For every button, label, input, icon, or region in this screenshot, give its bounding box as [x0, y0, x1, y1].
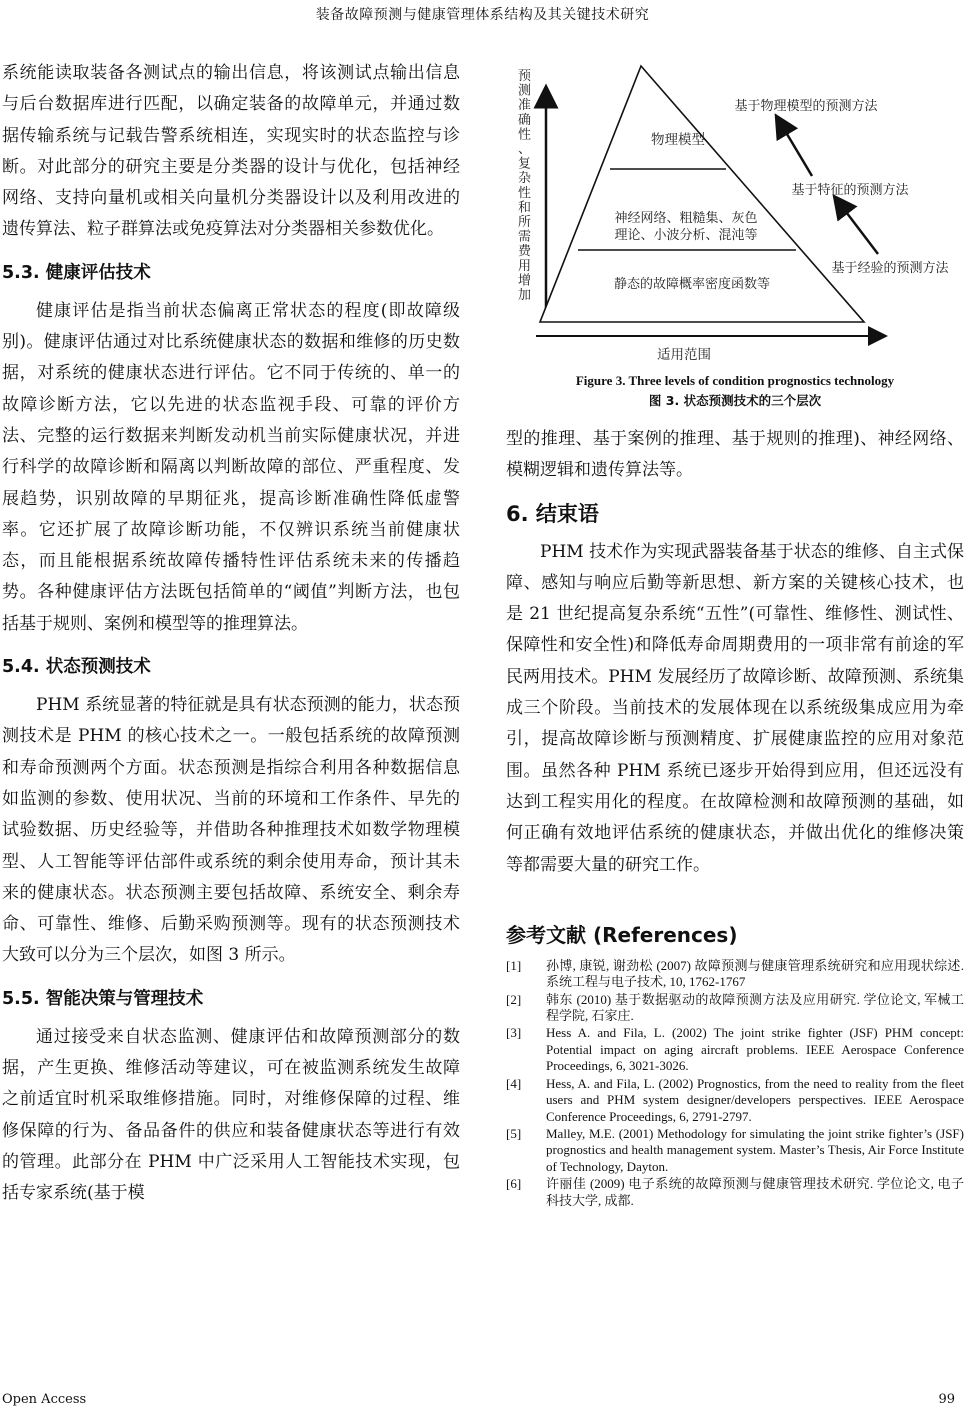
figure-3-pyramid [506, 58, 964, 370]
footer-open-access: Open Access [2, 1392, 87, 1407]
section-heading-6: 6. 结束语 [506, 501, 599, 526]
label-physics-method: 基于物理模型的预测方法 [734, 99, 878, 114]
tier-mid-label-2: 理论、小波分析、混沌等 [614, 228, 758, 243]
paragraph: 健康评估是指当前状态偏离正常状态的程度(即故障级别)。健康评估通过对比系统健康状态的数据和维修的历史数据，对系统的健康状态进行评估。它不同于传统的、单一的故障诊断方法，它以先进的状态监视手段、可靠的评价方法、完整的运行数据来判断发动机当前实际健康状况，并进行科学的故障诊断和隔离以判断故障的部位、严重程度、发展趋势，识别故障的早期征兆，提高诊断准确性降低虚警率。它还扩展了故障诊断功能，不仅辨识系统当前健康状态，而且能根据系统故障传播特性评估系统未来的传播趋势。各种健康评估方法既包括简单的“阈值”判断方法，也包括基于规则、案例和模型等的推理算法。 [2, 300, 460, 634]
right-column [506, 58, 964, 1210]
reference-text: 许丽佳 (2009) 电子系统的故障预测与健康管理技术研究. 学位论文, 电子科技大学, 成都. [546, 1176, 964, 1208]
pyramid-diagram [506, 58, 964, 370]
reference-item [506, 1076, 964, 1125]
label-feature-method: 基于特征的预测方法 [791, 183, 909, 198]
axis-label-char: 用 [518, 258, 532, 274]
reference-number: [4] [506, 1075, 522, 1091]
paragraph: 系统能读取装备各测试点的输出信息，将该测试点输出信息与后台数据库进行匹配，以确定装备的故障单元，并通过数据传输系统与记载告警系统相连，实现实时的状态监控与诊断。对此部分的研究主要是分类器的设计与优化，包括神经网络、支持向量机或相关向量机分类器设计以及利用改进的遗传算法、粒子群算法或免疫算法对分类器相关参数优化。 [2, 63, 460, 240]
paragraph: PHM 系统显著的特征就是具有状态预测的能力，状态预测技术是 PHM 的核心技术之一。一般包括系统的故障预测和寿命预测两个方面。状态预测是指综合利用各种数据信息如监测的参数、使用状况、当前的环境和工作条件、早先的试验数据、历史经验等，并借助各种推理技术如数学物理模型、人工智能等评估部件或系统的剩余使用寿命，预计其未来的健康状态。状态预测主要包括故障、系统安全、剩余寿命、可靠性、维修、后勤采购预测等。现有的状态预测技术大致可以分为三个层次，如图 3 所示。 [2, 695, 460, 966]
axis-label-char: 预 [518, 69, 532, 84]
running-header: 装备故障预测与健康管理体系结构及其关键技术研究 [315, 7, 650, 23]
reference-item [506, 958, 964, 991]
axis-label-char: 加 [518, 288, 532, 303]
reference-number: [6] [506, 1176, 522, 1192]
reference-list [506, 958, 964, 1209]
axis-label-char: 、 [518, 142, 532, 157]
axis-label-char: 确 [518, 112, 532, 128]
page-number: 99 [938, 1392, 955, 1407]
figure-caption-en: Figure 3. Three levels of condition prognostics technology [575, 373, 895, 388]
arrow-to-physics [781, 124, 812, 176]
label-experience-method: 基于经验的预测方法 [831, 261, 949, 276]
reference-item [506, 992, 964, 1025]
axis-label-char: 和 [518, 200, 532, 216]
figure-caption-cn: 图 3. 状态预测技术的三个层次 [648, 393, 822, 408]
reference-item [506, 1126, 964, 1175]
left-column [2, 58, 460, 1210]
axis-label-char: 准 [518, 98, 532, 114]
paragraph: PHM 技术作为实现武器装备基于状态的维修、自主式保障、感知与响应后勤等新思想、新方案的关键核心技术，也是 21 世纪提高复杂系统“五性”(可靠性、维修性、测试性、保障性和安全性)和降低寿命周期费用的一项非常有前途的军民两用技术。PHM 发展经历了故障诊断、故障预测、系统集成三个阶段。当前技术的发展体现在以系统级集成应用为牵引，提高故障诊断与预测精度、扩展健康监控的应用对象范围。虽然各种 PHM 系统已逐步开始得到应用，但还远没有达到工程实用化的程度。在故障检测和故障预测的基础，如何正确有效地评估系统的健康状态，并做出优化的维修决策等都需要大量的研究工作。 [506, 541, 964, 875]
reference-item [506, 1176, 964, 1209]
section-heading-5-3: 5.3. 健康评估技术 [2, 262, 151, 283]
axis-label-char: 性 [518, 127, 532, 143]
x-axis-label: 适用范围 [657, 347, 711, 363]
section-heading-5-4: 5.4. 状态预测技术 [2, 657, 151, 678]
axis-label-char: 测 [518, 83, 532, 99]
axis-label-char: 所 [518, 215, 532, 230]
paragraph: 型的推理、基于案例的推理、基于规则的推理)、神经网络、模糊逻辑和遗传算法等。 [506, 429, 964, 481]
reference-number: [2] [506, 991, 522, 1007]
axis-label-char: 杂 [518, 171, 532, 187]
tier-top-label: 物理模型 [651, 132, 705, 148]
arrow-to-feature [840, 204, 878, 254]
tier-bottom-label: 静态的故障概率密度函数等 [613, 277, 771, 292]
reference-text: 韩东 (2010) 基于数据驱动的故障预测方法及应用研究. 学位论文, 军械工程学院, 石家庄. [546, 991, 964, 1024]
axis-label-char: 复 [518, 156, 532, 172]
reference-text: Malley, M.E. (2001) Methodology for simulating the joint strike fighter’s (JSF) prognostics and health management system. Master’s Thesis, Air Force Institute of Technology, Dayton. [546, 1125, 964, 1174]
reference-item [506, 1025, 964, 1074]
axis-label-char: 费 [518, 244, 532, 260]
axis-label-char: 增 [518, 273, 532, 289]
reference-number: [3] [506, 1025, 522, 1041]
reference-text: Hess, A. and Fila, L. (2002) Prognostics, from the need to reality from the fleet users and PHM system designer/developers perspectives. IEEE Aerospace Conference Proceedings, 6, 2791-2797. [546, 1075, 964, 1124]
reference-text: Hess A. and Fila, L. (2002) The joint strike fighter (JSF) PHM concept: Potential impact on aging aircraft problems. IEEE Aerospace Conference Proceedings, 6, 3021-3026. [546, 1025, 964, 1074]
section-heading-5-5: 5.5. 智能决策与管理技术 [2, 988, 204, 1009]
references-heading: 参考文献 (References) [506, 922, 738, 947]
reference-number: [5] [506, 1125, 522, 1141]
paragraph: 通过接受来自状态监测、健康评估和故障预测部分的数据，产生更换、维修活动等建议，可在被监测系统发生故障之前适宜时机采取维修措施。同时，对维修保障的过程、维修保障的行为、备品备件的供应和装备健康状态等进行有效的管理。此部分在 PHM 中广泛采用人工智能技术实现，包括专家系统(基于模 [2, 1026, 460, 1204]
axis-label-char: 性 [518, 185, 532, 201]
axis-label-char: 需 [518, 229, 532, 245]
tier-mid-label-1: 神经网络、粗糙集、灰色 [614, 211, 758, 226]
reference-text: 孙博, 康锐, 谢劲松 (2007) 故障预测与健康管理系统研究和应用现状综述. 系统工程与电子技术, 10, 1762-1767 [546, 957, 964, 990]
vertical-axis-text [518, 69, 532, 303]
reference-number: [1] [506, 957, 522, 973]
